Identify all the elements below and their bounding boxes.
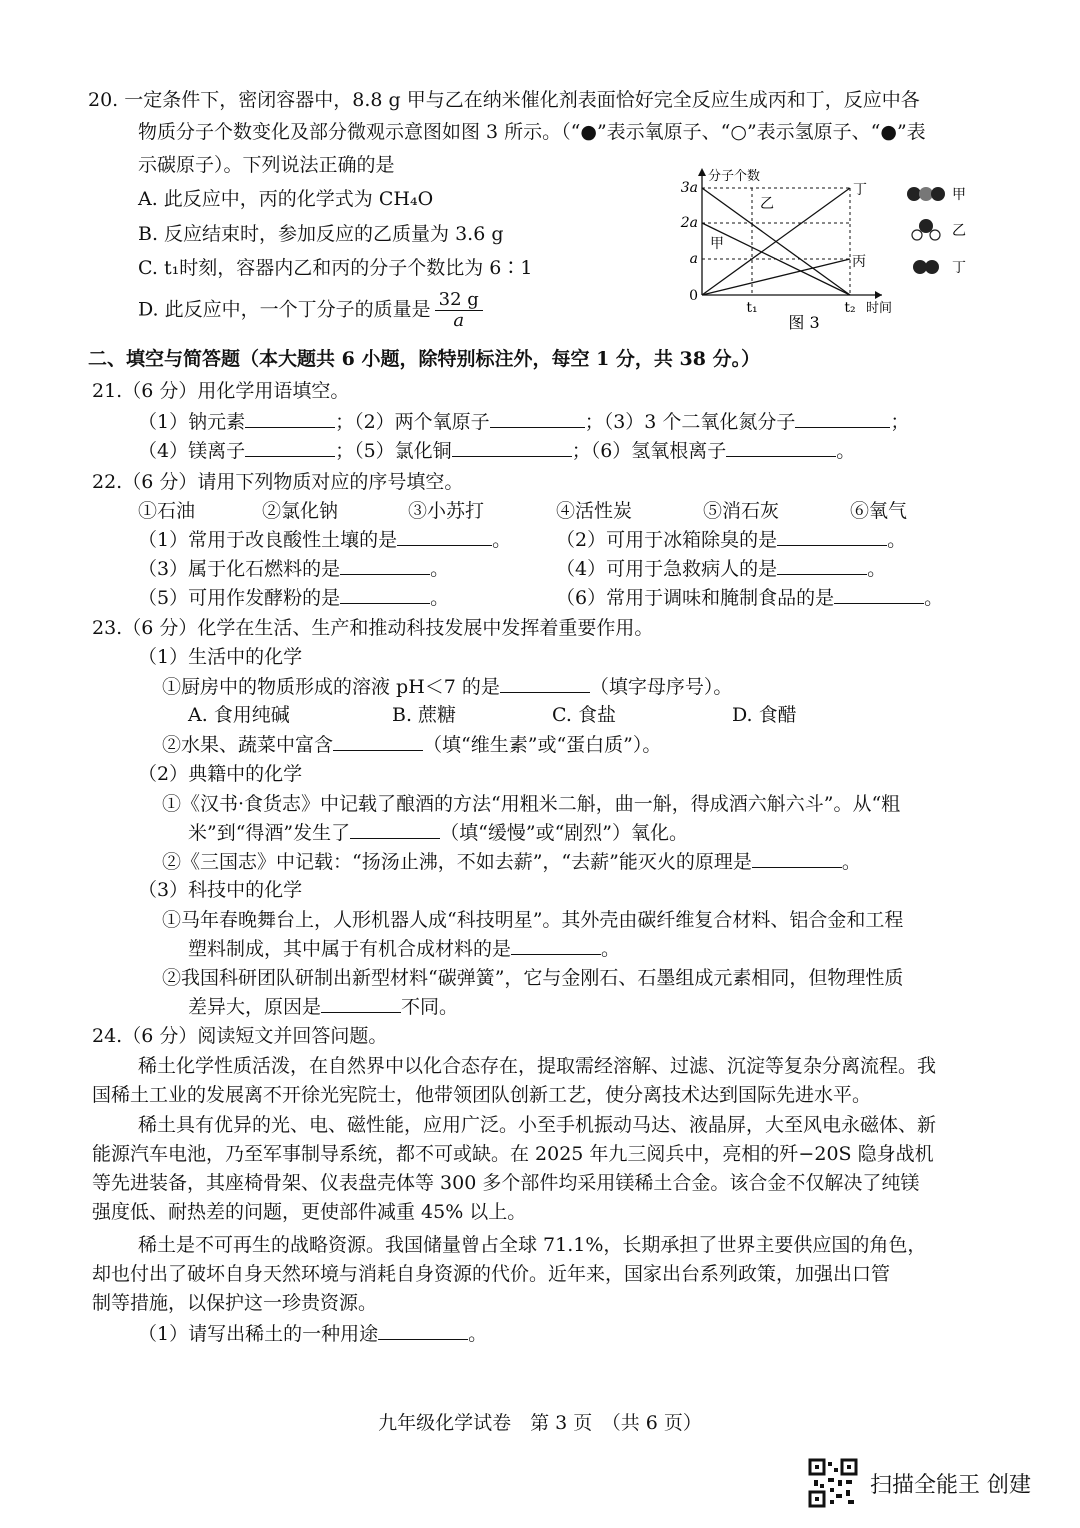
figure-caption: 图 3 xyxy=(788,313,820,332)
q23-sub1-q2-hint: （填“维生素”或“蛋白质”）。 xyxy=(423,734,662,756)
q21-row2 xyxy=(138,437,855,465)
answer-blank[interactable] xyxy=(397,527,492,546)
q24-para2-line4: 强度低、耐热差的问题，更使部件减重 45% 以上。 xyxy=(92,1201,527,1223)
q24-para3-line3: 制等措施，以保护这一珍贵资源。 xyxy=(92,1292,378,1314)
q21-item4: （4）镁离子 xyxy=(138,440,246,462)
punct: 。 xyxy=(601,938,621,960)
q24-para1-line1: 稀土化学性质活泼，在自然界中以化合态存在，提取需经溶解、过滤、沉淀等复杂分离流程。我 xyxy=(138,1055,937,1077)
q23-sub3-q2-text: 差异大，原因是 xyxy=(188,996,322,1018)
q23-sub2-q2-text: ②《三国志》中记载：“扬汤止沸，不如去薪”，“去薪”能灭火的原理是 xyxy=(162,851,752,873)
q20-option-d-text: D. 此反应中，一个丁分子的质量是 xyxy=(138,298,431,321)
q23-sub1-q2 xyxy=(162,731,661,759)
series-label-ding: 丁 xyxy=(853,182,867,198)
q23-sub1-q1-hint: （填字母序号）。 xyxy=(589,676,733,698)
y-tick-3a: 3a xyxy=(680,180,698,196)
q22-p3 xyxy=(138,555,449,583)
q20-line2: 物质分子个数变化及部分微观示意图如图 3 所示。（“●”表示氧原子、“○”表示氢原子、“●”表 xyxy=(138,121,926,143)
x-axis-title: 时间 xyxy=(866,301,893,316)
q23-sub1-q2-text: ②水果、蔬菜中富含 xyxy=(162,734,334,756)
answer-blank[interactable] xyxy=(490,409,585,428)
y-tick-2a: 2a xyxy=(680,215,698,231)
q22-p5 xyxy=(138,584,449,612)
q24-q1-text: （1）请写出稀土的一种用途 xyxy=(138,1323,379,1345)
q23-sub1-q1 xyxy=(162,673,732,701)
answer-blank[interactable] xyxy=(245,438,335,457)
y-axis-title: 分子个数 xyxy=(708,169,761,184)
answer-blank[interactable] xyxy=(340,585,430,604)
q21-item2: ；（2）两个氧原子 xyxy=(335,411,490,433)
scanner-watermark xyxy=(808,1458,1068,1508)
q23-sub2-q1-line1: ①《汉书·食货志》中记载了酿酒的方法“用粗米二斛，曲一斛，得成酒六斛六斗”。从“粗 xyxy=(162,793,901,815)
punct: 。 xyxy=(887,529,907,551)
punct: 。 xyxy=(867,558,887,580)
q24-para1-line2: 国稀土工业的发展离不开徐光宪院士，他带领团队创新工艺，使分离技术达到国际先进水平。 xyxy=(92,1084,872,1106)
q22-p2-text: （2）可用于冰箱除臭的是 xyxy=(556,529,778,551)
q23-sub3-q1-line1: ①马年春晚舞台上，人形机器人成“科技明星”。其外壳由碳纤维复合材料、铝合金和工程 xyxy=(162,909,904,931)
q24-para2-line2: 能源汽车电池，乃至军事制导系统，都不可或缺。在 2025 年九三阅兵中，亮相的歼−20S 隐身战机 xyxy=(92,1143,934,1165)
q22-stem: 22.（6 分）请用下列物质对应的序号填空。 xyxy=(92,471,464,493)
q22-item-4: ④活性炭 xyxy=(556,500,633,522)
q23-sub2-q1-line2 xyxy=(188,819,688,847)
q23-sub2: （2）典籍中的化学 xyxy=(138,763,303,785)
x-tick-t2: t₂ xyxy=(844,300,856,316)
q23-sub2-q1-text: 米”到“得酒”发生了 xyxy=(188,822,351,844)
answer-blank[interactable] xyxy=(795,409,890,428)
punct: 。 xyxy=(430,558,450,580)
molecule-jia-icon xyxy=(907,187,945,201)
x-axis-arrow xyxy=(875,291,882,299)
qr-code-icon xyxy=(808,1458,858,1508)
figure-3 xyxy=(670,160,980,340)
answer-blank[interactable] xyxy=(500,674,590,693)
legend-label-yi: 乙 xyxy=(952,223,966,239)
q23-sub2-q2 xyxy=(162,848,861,876)
answer-blank[interactable] xyxy=(378,1321,468,1340)
legend-label-jia: 甲 xyxy=(952,187,966,203)
q24-q1 xyxy=(138,1320,487,1348)
q21-item6: ；（6）氢氧根离子 xyxy=(571,440,727,462)
q23-sub3-q2-line2 xyxy=(188,993,458,1021)
answer-blank[interactable] xyxy=(333,732,423,751)
answer-blank[interactable] xyxy=(350,820,440,839)
fraction-numerator: 32 g xyxy=(435,290,483,311)
q20-line3: 示碳原子）。下列说法正确的是 xyxy=(138,154,395,176)
series-line-bing xyxy=(702,259,850,295)
punct: 。 xyxy=(492,529,512,551)
q23-sub3-q2-line1: ②我国科研团队研制出新型材料“碳弹簧”，它与金刚石、石墨组成元素相同，但物理性质 xyxy=(162,967,904,989)
q22-item-6: ⑥氧气 xyxy=(850,500,908,522)
q20-option-d xyxy=(138,290,483,331)
answer-blank[interactable] xyxy=(777,527,887,546)
series-label-bing: 丙 xyxy=(852,254,866,270)
answer-blank[interactable] xyxy=(777,556,867,575)
q24-para2-line1: 稀土具有优异的光、电、磁性能，应用广泛。小至手机振动马达、液晶屏，大至风电永磁体、新 xyxy=(138,1114,937,1136)
q22-p2 xyxy=(556,526,906,554)
q20-option-a: A. 此反应中，丙的化学式为 CH₄O xyxy=(138,188,434,210)
q24-para2-line3: 等先进装备，其座椅骨架、仪表盘壳体等 300 多个部件均采用镁稀土合金。该合金不仅解决了纯镁 xyxy=(92,1172,920,1194)
answer-blank[interactable] xyxy=(726,438,836,457)
answer-blank[interactable] xyxy=(321,994,401,1013)
answer-blank[interactable] xyxy=(245,409,335,428)
q22-item-3: ③小苏打 xyxy=(408,500,485,522)
q21-stem: 21.（6 分）用化学用语填空。 xyxy=(92,380,350,402)
q23-sub3-q1-text: 塑料制成，其中属于有机合成材料的是 xyxy=(188,938,512,960)
answer-blank[interactable] xyxy=(452,438,572,457)
q24-para3-line1: 稀土是不可再生的战略资源。我国储量曾占全球 71.1%，长期承担了世界主要供应国的角色， xyxy=(138,1234,927,1256)
q21-item3: ；（3）3 个二氧化氮分子 xyxy=(584,411,796,433)
q21-item1: （1）钠元素 xyxy=(138,411,246,433)
q21-row1 xyxy=(138,408,909,436)
y-tick-a: a xyxy=(689,251,698,267)
q23-sub2-q1-hint: （填“缓慢”或“剧烈”）氧化。 xyxy=(440,822,688,844)
legend-label-ding: 丁 xyxy=(952,260,966,276)
answer-blank[interactable] xyxy=(340,556,430,575)
punct: 。 xyxy=(924,587,944,609)
q24-stem: 24.（6 分）阅读短文并回答问题。 xyxy=(92,1025,388,1047)
answer-blank[interactable] xyxy=(752,849,842,868)
q20-option-d-fraction xyxy=(435,290,483,331)
q24-para3-line2: 却也付出了破坏自身天然环境与消耗自身资源的代价。近年来，国家出台系列政策，加强出口管 xyxy=(92,1263,891,1285)
q22-p6-text: （6）常用于调味和腌制食品的是 xyxy=(556,587,835,609)
q20-line1: 20. 一定条件下，密闭容器中，8.8 g 甲与乙在纳米催化剂表面恰好完全反应生成丙和丁，反应中各 xyxy=(88,89,920,111)
page-footer: 九年级化学试卷 第 3 页 （共 6 页） xyxy=(378,1412,702,1434)
q21-item5: ；（5）氯化铜 xyxy=(335,440,452,462)
punct: ； xyxy=(890,411,910,433)
molecule-yi-icon xyxy=(912,219,940,240)
q23-option-c: C. 食盐 xyxy=(552,704,616,726)
y-tick-0: 0 xyxy=(689,288,698,304)
series-label-jia: 甲 xyxy=(710,236,724,252)
q22-p1 xyxy=(138,526,511,554)
fraction-denominator: a xyxy=(453,310,465,331)
q22-p1-text: （1）常用于改良酸性土壤的是 xyxy=(138,529,398,551)
q23-sub1: （1）生活中的化学 xyxy=(138,646,303,668)
q23-option-d: D. 食醋 xyxy=(732,704,797,726)
q22-p4-text: （4）可用于急救病人的是 xyxy=(556,558,778,580)
q22-p3-text: （3）属于化石燃料的是 xyxy=(138,558,341,580)
molecule-ding-icon xyxy=(913,260,939,274)
q23-sub3-q2-end: 不同。 xyxy=(401,996,459,1018)
section-2-heading: 二、填空与简答题（本大题共 6 小题，除特别标注外，每空 1 分，共 38 分。） xyxy=(88,348,761,370)
q22-item-2: ②氯化钠 xyxy=(262,500,339,522)
q23-sub3-q1-line2 xyxy=(188,935,620,963)
q22-p5-text: （5）可用作发酵粉的是 xyxy=(138,587,341,609)
series-label-yi: 乙 xyxy=(760,196,774,212)
q23-option-a: A. 食用纯碱 xyxy=(188,704,290,726)
q23-sub1-q1-text: ①厨房中的物质形成的溶液 pH＜7 的是 xyxy=(162,676,500,698)
q22-item-5: ⑤消石灰 xyxy=(703,500,780,522)
q22-p6 xyxy=(556,584,943,612)
x-tick-t1: t₁ xyxy=(746,300,758,316)
q20-option-c: C. t₁时刻，容器内乙和丙的分子个数比为 6∶1 xyxy=(138,257,533,279)
series-line-jia xyxy=(702,223,850,295)
punct: 。 xyxy=(468,1323,488,1345)
scanner-label: 扫描全能王 创建 xyxy=(870,1473,1031,1498)
q22-item-1: ①石油 xyxy=(138,500,196,522)
q23-option-b: B. 蔗糖 xyxy=(392,704,457,726)
q23-sub3: （3）科技中的化学 xyxy=(138,879,303,901)
q23-stem: 23.（6 分）化学在生活、生产和推动科技发展中发挥着重要作用。 xyxy=(92,617,654,639)
q20-option-b: B. 反应结束时，参加反应的乙质量为 3.6 g xyxy=(138,223,504,245)
punct: 。 xyxy=(841,851,861,873)
punct: 。 xyxy=(836,440,856,462)
answer-blank[interactable] xyxy=(834,585,924,604)
y-axis-arrow xyxy=(698,168,706,176)
q22-p4 xyxy=(556,555,886,583)
punct: 。 xyxy=(430,587,450,609)
answer-blank[interactable] xyxy=(511,936,601,955)
